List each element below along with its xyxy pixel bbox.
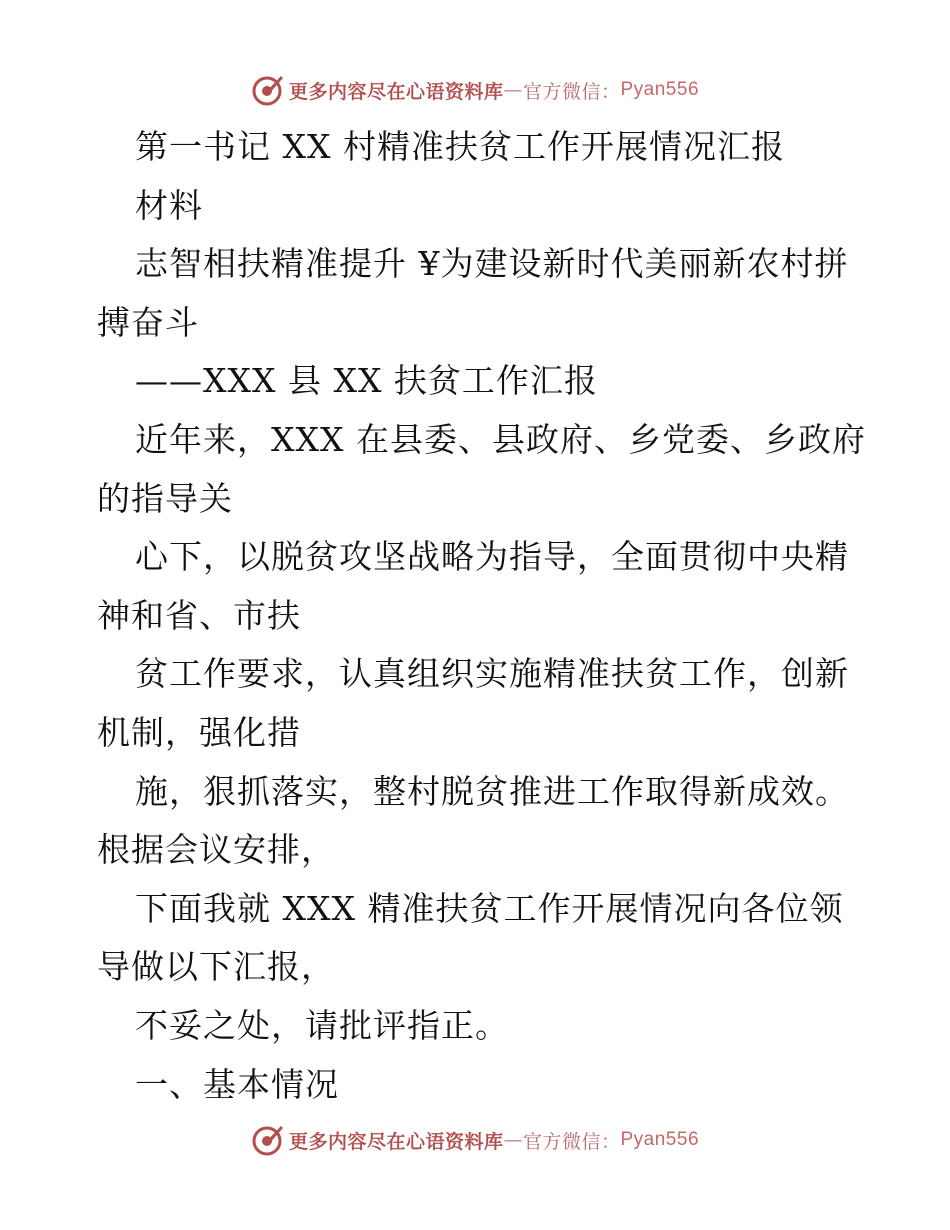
header-watermark <box>0 70 950 110</box>
document-body <box>97 118 866 1114</box>
watermark-wechat-label: 官方微信： <box>522 80 621 103</box>
doc-title-continued: 材料 <box>135 185 203 225</box>
doc-title: 第一书记 XX 村精准扶贫工作开展情况汇报 <box>135 127 785 166</box>
watermark-main-text: 更多内容尽在心语资料库 <box>288 80 504 103</box>
paragraph-line: 不妥之处，请批评指正。 <box>135 1005 509 1045</box>
paragraph-line: 神和省、市扶 <box>97 595 301 635</box>
doc-subtitle-continued: 搏奋斗 <box>97 302 199 342</box>
quill-logo-icon <box>251 1123 285 1157</box>
watermark-main-text: 更多内容尽在心语资料库 <box>288 1130 504 1153</box>
watermark-wechat-id: Pyan556 <box>620 1129 700 1150</box>
paragraph-line: 贫工作要求，认真组织实施精准扶贫工作，创新 <box>135 654 849 694</box>
quill-logo-icon <box>251 73 285 107</box>
footer-watermark <box>0 1120 950 1160</box>
doc-byline: ——XXX 县 XX 扶贫工作汇报 <box>135 361 598 401</box>
watermark-wechat-label: 官方微信： <box>522 1130 621 1153</box>
watermark-wechat-id: Pyan556 <box>620 79 700 100</box>
paragraph-line: 根据会议安排， <box>97 830 335 870</box>
paragraph-line: 下面我就 XXX 精准扶贫工作开展情况向各位领 <box>135 888 844 928</box>
watermark-dash: — <box>503 79 523 101</box>
paragraph-line: 施，狠抓落实，整村脱贫推进工作取得新成效。 <box>135 771 849 811</box>
section-heading: 一、基本情况 <box>135 1064 339 1104</box>
paragraph-line: 心下，以脱贫攻坚战略为指导，全面贯彻中央精 <box>135 537 849 577</box>
paragraph-line: 机制，强化措 <box>97 712 301 752</box>
paragraph-line: 导做以下汇报， <box>97 947 335 987</box>
paragraph-line: 的指导关 <box>97 478 233 518</box>
doc-subtitle: 志智相扶精准提升 ¥为建设新时代美丽新农村拼 <box>135 244 849 284</box>
watermark-dash: — <box>503 1129 523 1151</box>
paragraph-line: 近年来，XXX 在县委、县政府、乡党委、乡政府 <box>135 419 866 459</box>
